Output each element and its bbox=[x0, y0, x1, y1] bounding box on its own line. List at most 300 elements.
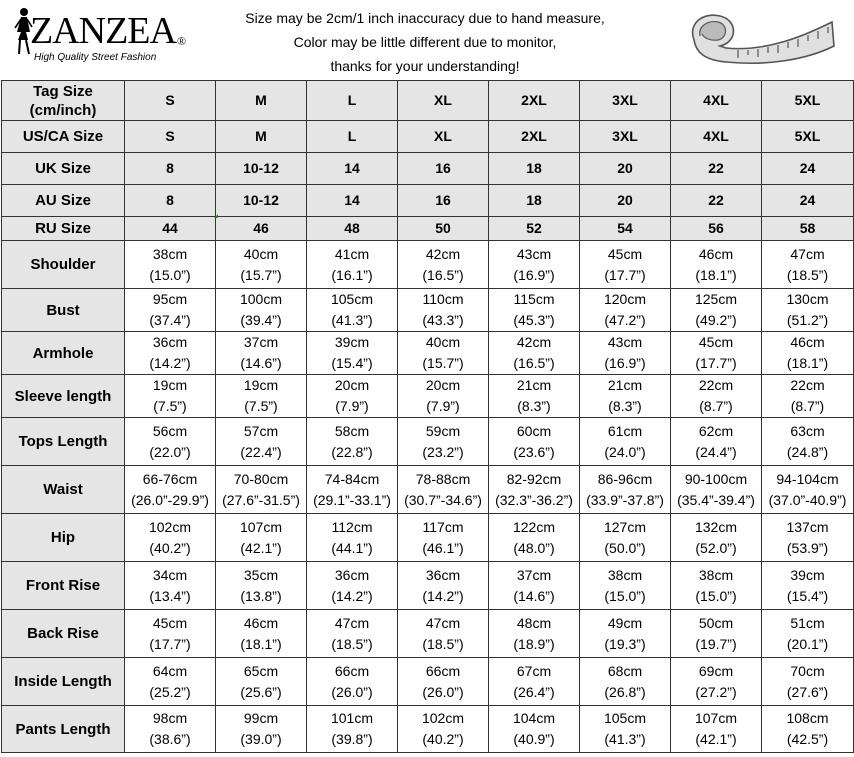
measure-cell bbox=[398, 658, 489, 706]
measure-inch: (24.8”) bbox=[786, 443, 829, 460]
measure-label: Hip bbox=[2, 514, 125, 562]
measure-inch: (18.1”) bbox=[786, 355, 829, 371]
measure-row bbox=[2, 514, 854, 562]
measure-inch: (26.4”) bbox=[513, 683, 555, 700]
measure-inch: (26.0”) bbox=[331, 683, 373, 700]
measure-cell bbox=[762, 562, 854, 610]
measure-cm: 40cm bbox=[425, 334, 461, 350]
measure-cm: 117cm bbox=[422, 518, 464, 535]
size-cell: 3XL bbox=[580, 81, 671, 121]
measure-inch: (18.5”) bbox=[786, 266, 829, 283]
measure-inch: (37.0”-40.9”) bbox=[768, 491, 847, 508]
size-cell: 52 bbox=[489, 217, 580, 241]
measure-cell bbox=[580, 375, 671, 418]
measure-cell bbox=[762, 375, 854, 418]
measure-cell bbox=[671, 289, 762, 332]
measure-cell bbox=[216, 658, 307, 706]
measure-cell bbox=[489, 466, 580, 514]
size-cell: 8 bbox=[125, 153, 216, 185]
measure-cm: 107cm bbox=[239, 518, 283, 535]
measure-inch: (14.6”) bbox=[240, 355, 282, 371]
measure-inch: (40.9”) bbox=[513, 731, 555, 747]
measure-cm: 137cm bbox=[786, 518, 829, 535]
size-cell: 14 bbox=[307, 153, 398, 185]
measure-cm: 105cm bbox=[603, 710, 647, 726]
measure-inch: (7.9”) bbox=[426, 398, 460, 414]
measure-label: Pants Length bbox=[2, 706, 125, 753]
size-cell: L bbox=[307, 81, 398, 121]
measure-cell bbox=[671, 610, 762, 658]
measure-inch: (13.4”) bbox=[149, 587, 191, 604]
measure-inch: (27.2”) bbox=[695, 683, 737, 700]
measure-cell bbox=[398, 706, 489, 753]
size-cell: 22 bbox=[671, 153, 762, 185]
measure-cm: 40cm bbox=[243, 245, 279, 262]
measure-inch: (26.0”-29.9”) bbox=[131, 491, 209, 508]
measure-inch: (32.3”-36.2”) bbox=[495, 491, 573, 508]
measure-cm: 47cm bbox=[334, 614, 370, 631]
measure-cm: 130cm bbox=[786, 291, 829, 307]
size-cell: 18 bbox=[489, 153, 580, 185]
measure-cell bbox=[580, 332, 671, 375]
measure-row bbox=[2, 241, 854, 289]
measure-inch: (42.1”) bbox=[240, 539, 282, 556]
measure-inch: (18.1”) bbox=[695, 266, 737, 283]
measure-cm: 58cm bbox=[334, 422, 370, 439]
measure-cell bbox=[216, 241, 307, 289]
size-row bbox=[2, 185, 854, 217]
size-cell: M bbox=[216, 121, 307, 153]
measure-inch: (8.3”) bbox=[517, 398, 551, 414]
measure-label: Back Rise bbox=[2, 610, 125, 658]
measure-cell bbox=[307, 658, 398, 706]
measure-cm: 59cm bbox=[425, 422, 461, 439]
measure-cell bbox=[580, 562, 671, 610]
size-cell: 58 bbox=[762, 217, 854, 241]
size-row bbox=[2, 153, 854, 185]
row-label: UK Size bbox=[2, 153, 125, 185]
measure-inch: (7.5”) bbox=[153, 398, 187, 414]
size-cell: XL bbox=[398, 81, 489, 121]
measure-label: Tops Length bbox=[2, 418, 125, 466]
measure-inch: (23.6”) bbox=[513, 443, 555, 460]
measure-inch: (15.7”) bbox=[240, 266, 282, 283]
measure-cell bbox=[580, 241, 671, 289]
size-cell: 56 bbox=[671, 217, 762, 241]
measure-inch: (50.0”) bbox=[604, 539, 646, 556]
measure-cell bbox=[489, 289, 580, 332]
measure-cell bbox=[580, 658, 671, 706]
row-label bbox=[2, 81, 125, 121]
measure-cell bbox=[125, 658, 216, 706]
measure-cm: 110cm bbox=[422, 291, 464, 307]
measure-inch: (15.4”) bbox=[786, 587, 829, 604]
size-cell: 18 bbox=[489, 185, 580, 217]
measure-inch: (15.0”) bbox=[695, 587, 737, 604]
measure-cm: 86-96cm bbox=[597, 470, 653, 487]
measuring-tape-icon bbox=[686, 6, 836, 68]
measure-cell bbox=[489, 332, 580, 375]
measure-cm: 46cm bbox=[243, 614, 279, 631]
measure-cm: 122cm bbox=[512, 518, 556, 535]
measure-cell bbox=[762, 514, 854, 562]
measure-inch: (53.9”) bbox=[786, 539, 829, 556]
measure-inch: (18.5”) bbox=[422, 635, 464, 652]
measure-inch: (18.9”) bbox=[513, 635, 555, 652]
measure-cell bbox=[762, 466, 854, 514]
measure-cm: 22cm bbox=[790, 377, 825, 393]
measure-row bbox=[2, 610, 854, 658]
measure-cell bbox=[398, 418, 489, 466]
row-label-line: (cm/inch) bbox=[29, 101, 97, 119]
measure-cell bbox=[307, 241, 398, 289]
measure-inch: (39.0”) bbox=[240, 731, 282, 747]
measure-cm: 19cm bbox=[152, 377, 188, 393]
measure-cell bbox=[216, 332, 307, 375]
measure-cell bbox=[216, 514, 307, 562]
measure-cell bbox=[762, 289, 854, 332]
measure-cm: 60cm bbox=[516, 422, 552, 439]
notice-line: thanks for your understanding! bbox=[330, 58, 520, 74]
size-cell: 10-12 bbox=[216, 185, 307, 217]
measure-inch: (42.1”) bbox=[695, 731, 737, 747]
measure-cm: 34cm bbox=[152, 566, 188, 583]
measure-cell bbox=[580, 418, 671, 466]
measure-cell bbox=[762, 610, 854, 658]
measure-cm: 104cm bbox=[512, 710, 556, 726]
size-cell: 8 bbox=[125, 185, 216, 217]
measure-cm: 67cm bbox=[516, 662, 552, 679]
row-label-line: Tag Size bbox=[33, 82, 93, 100]
row-label: AU Size bbox=[2, 185, 125, 217]
measure-cm: 78-88cm bbox=[415, 470, 471, 487]
measure-cm: 70cm bbox=[790, 662, 825, 679]
measure-inch: (25.2”) bbox=[149, 683, 191, 700]
measure-cell bbox=[671, 241, 762, 289]
measure-cm: 94-104cm bbox=[776, 470, 839, 487]
measure-inch: (26.0”) bbox=[422, 683, 464, 700]
measure-cm: 38cm bbox=[607, 566, 643, 583]
size-cell: 54 bbox=[580, 217, 671, 241]
measure-cell bbox=[307, 466, 398, 514]
measure-cm: 100cm bbox=[239, 291, 283, 307]
measure-cell bbox=[580, 289, 671, 332]
measure-inch: (41.3”) bbox=[604, 731, 646, 747]
measure-row bbox=[2, 706, 854, 753]
measure-cm: 46cm bbox=[790, 334, 825, 350]
measure-cm: 69cm bbox=[698, 662, 734, 679]
measure-cm: 42cm bbox=[516, 334, 552, 350]
measure-cell bbox=[398, 466, 489, 514]
measure-cell bbox=[489, 610, 580, 658]
measure-inch: (15.0”) bbox=[149, 266, 191, 283]
measure-cell bbox=[125, 514, 216, 562]
measure-cell bbox=[489, 375, 580, 418]
measure-inch: (18.1”) bbox=[240, 635, 282, 652]
measure-cm: 20cm bbox=[334, 377, 370, 393]
measure-cm: 102cm bbox=[148, 518, 192, 535]
measure-cm: 56cm bbox=[152, 422, 188, 439]
measure-cell bbox=[489, 562, 580, 610]
measure-cell bbox=[216, 375, 307, 418]
measure-cell bbox=[216, 706, 307, 753]
measure-inch: (51.2”) bbox=[786, 312, 829, 328]
measure-label: Shoulder bbox=[2, 241, 125, 289]
measure-cm: 47cm bbox=[790, 245, 825, 262]
measure-cm: 45cm bbox=[607, 245, 643, 262]
measure-inch: (22.8”) bbox=[331, 443, 373, 460]
size-cell: XL bbox=[398, 121, 489, 153]
measure-cm: 46cm bbox=[698, 245, 734, 262]
measure-cell bbox=[671, 466, 762, 514]
measure-cell bbox=[398, 514, 489, 562]
measure-cell bbox=[307, 375, 398, 418]
size-cell: 5XL bbox=[762, 121, 854, 153]
measure-cm: 20cm bbox=[425, 377, 461, 393]
measure-cell bbox=[307, 289, 398, 332]
measure-cell bbox=[216, 562, 307, 610]
measure-inch: (17.7”) bbox=[695, 355, 737, 371]
size-chart-table bbox=[1, 80, 854, 753]
measure-cm: 42cm bbox=[425, 245, 461, 262]
measure-cm: 37cm bbox=[243, 334, 279, 350]
measure-cell bbox=[307, 514, 398, 562]
measure-inch: (42.5”) bbox=[786, 731, 829, 747]
measure-cm: 82-92cm bbox=[506, 470, 562, 487]
measure-inch: (24.4”) bbox=[695, 443, 737, 460]
measure-cm: 19cm bbox=[243, 377, 279, 393]
measure-inch: (44.1”) bbox=[331, 539, 373, 556]
measure-cell bbox=[216, 610, 307, 658]
size-row bbox=[2, 121, 854, 153]
measure-cm: 70-80cm bbox=[233, 470, 289, 487]
measure-inch: (48.0”) bbox=[513, 539, 555, 556]
size-row bbox=[2, 81, 854, 121]
measure-inch: (22.4”) bbox=[240, 443, 282, 460]
measure-cell bbox=[398, 375, 489, 418]
size-cell: 48 bbox=[307, 217, 398, 241]
size-cell: 16 bbox=[398, 153, 489, 185]
measure-cell bbox=[762, 418, 854, 466]
measure-inch: (7.5”) bbox=[244, 398, 278, 414]
measure-cm: 105cm bbox=[330, 291, 374, 307]
measure-cell bbox=[489, 241, 580, 289]
brand-name: ZANZEA® bbox=[30, 10, 186, 52]
measure-cell bbox=[307, 706, 398, 753]
measure-cell bbox=[307, 610, 398, 658]
size-cell: S bbox=[125, 81, 216, 121]
notice-line: Size may be 2cm/1 inch inaccuracy due to hand measure, bbox=[245, 10, 605, 26]
measure-inch: (24.0”) bbox=[604, 443, 646, 460]
measure-inch: (47.2”) bbox=[604, 312, 646, 328]
size-cell: 20 bbox=[580, 153, 671, 185]
size-cell: M bbox=[216, 81, 307, 121]
measure-row bbox=[2, 289, 854, 332]
measure-cm: 66cm bbox=[334, 662, 370, 679]
row-label: RU Size bbox=[2, 217, 125, 241]
measure-inch: (20.1”) bbox=[786, 635, 829, 652]
measure-cell bbox=[671, 658, 762, 706]
measure-cm: 39cm bbox=[790, 566, 825, 583]
size-cell: 24 bbox=[762, 185, 854, 217]
measure-cell bbox=[125, 332, 216, 375]
measure-inch: (16.5”) bbox=[422, 266, 464, 283]
measure-cell bbox=[125, 706, 216, 753]
size-cell: 2XL bbox=[489, 121, 580, 153]
measure-inch: (14.6”) bbox=[513, 587, 555, 604]
size-cell: 5XL bbox=[762, 81, 854, 121]
measure-cell bbox=[671, 375, 762, 418]
measure-cell bbox=[762, 706, 854, 753]
measure-cm: 66-76cm bbox=[142, 470, 198, 487]
measure-label: Inside Length bbox=[2, 658, 125, 706]
measure-inch: (35.4”-39.4”) bbox=[677, 491, 755, 508]
notice-line: Color may be little different due to monitor, bbox=[293, 34, 557, 50]
measure-cell bbox=[489, 514, 580, 562]
measure-inch: (29.1”-33.1”) bbox=[313, 491, 391, 508]
measure-cm: 50cm bbox=[698, 614, 734, 631]
size-cell: 3XL bbox=[580, 121, 671, 153]
measure-row bbox=[2, 332, 854, 375]
measure-inch: (40.2”) bbox=[149, 539, 191, 556]
measure-inch: (16.1”) bbox=[331, 266, 373, 283]
measure-inch: (46.1”) bbox=[422, 539, 464, 556]
measure-cm: 63cm bbox=[790, 422, 825, 439]
measure-cm: 112cm bbox=[331, 518, 373, 535]
measure-inch: (8.7”) bbox=[699, 398, 733, 414]
measure-inch: (27.6”) bbox=[786, 683, 829, 700]
measure-cell bbox=[671, 562, 762, 610]
measure-row bbox=[2, 562, 854, 610]
measure-cm: 99cm bbox=[243, 710, 279, 726]
size-cell: 16 bbox=[398, 185, 489, 217]
measure-row bbox=[2, 658, 854, 706]
measure-row bbox=[2, 466, 854, 514]
size-cell: S bbox=[125, 121, 216, 153]
measure-cm: 61cm bbox=[607, 422, 643, 439]
measure-inch: (26.8”) bbox=[604, 683, 646, 700]
size-cell: 2XL bbox=[489, 81, 580, 121]
measure-cm: 37cm bbox=[516, 566, 552, 583]
size-cell: 4XL bbox=[671, 121, 762, 153]
measure-cm: 43cm bbox=[516, 245, 552, 262]
measure-cm: 66cm bbox=[425, 662, 461, 679]
measure-cm: 64cm bbox=[152, 662, 188, 679]
measure-inch: (15.4”) bbox=[331, 355, 373, 371]
measure-cm: 41cm bbox=[334, 245, 370, 262]
measure-inch: (39.8”) bbox=[331, 731, 373, 747]
measure-inch: (45.3”) bbox=[513, 312, 555, 328]
measure-cm: 36cm bbox=[425, 566, 461, 583]
measure-cell bbox=[398, 562, 489, 610]
measure-inch: (38.6”) bbox=[149, 731, 191, 747]
measure-cell bbox=[125, 289, 216, 332]
size-cell: 20 bbox=[580, 185, 671, 217]
measure-cell bbox=[307, 562, 398, 610]
measure-label: Waist bbox=[2, 466, 125, 514]
measure-cell bbox=[398, 241, 489, 289]
measure-cell bbox=[489, 706, 580, 753]
size-cell: 50 bbox=[398, 217, 489, 241]
measure-cm: 48cm bbox=[516, 614, 552, 631]
measure-cm: 21cm bbox=[607, 377, 643, 393]
measure-inch: (15.7”) bbox=[422, 355, 464, 371]
measure-inch: (33.9”-37.8”) bbox=[586, 491, 664, 508]
size-cell: 24 bbox=[762, 153, 854, 185]
size-cell: 4XL bbox=[671, 81, 762, 121]
measure-inch: (13.8”) bbox=[240, 587, 282, 604]
measure-inch: (16.9”) bbox=[604, 355, 646, 371]
measure-cm: 51cm bbox=[790, 614, 825, 631]
measure-inch: (40.2”) bbox=[422, 731, 464, 747]
measure-cm: 107cm bbox=[694, 710, 738, 726]
measure-inch: (52.0”) bbox=[695, 539, 737, 556]
measure-inch: (15.0”) bbox=[604, 587, 646, 604]
measure-cell bbox=[671, 332, 762, 375]
measure-inch: (23.2”) bbox=[422, 443, 464, 460]
measure-cm: 108cm bbox=[786, 710, 829, 726]
measure-inch: (7.9”) bbox=[335, 398, 369, 414]
measure-inch: (14.2”) bbox=[422, 587, 464, 604]
measure-cell bbox=[671, 514, 762, 562]
measure-inch: (19.7”) bbox=[695, 635, 737, 652]
measure-cm: 22cm bbox=[698, 377, 734, 393]
size-cell: 46 bbox=[216, 217, 307, 241]
measure-inch: (16.9”) bbox=[513, 266, 555, 283]
measure-cm: 35cm bbox=[243, 566, 279, 583]
measure-cell bbox=[398, 610, 489, 658]
measure-inch: (43.3”) bbox=[422, 312, 464, 328]
measure-cm: 132cm bbox=[694, 518, 738, 535]
measure-cell bbox=[307, 418, 398, 466]
size-cell: 10-12 bbox=[216, 153, 307, 185]
brand-tagline: High Quality Street Fashion bbox=[34, 52, 157, 63]
measure-cell bbox=[398, 289, 489, 332]
measure-cell bbox=[125, 610, 216, 658]
measure-cm: 43cm bbox=[607, 334, 643, 350]
measure-inch: (41.3”) bbox=[331, 312, 373, 328]
measure-cm: 95cm bbox=[152, 291, 188, 307]
size-notice bbox=[200, 6, 650, 78]
size-cell: 14 bbox=[307, 185, 398, 217]
brand-logo bbox=[4, 6, 186, 70]
measure-inch: (17.7”) bbox=[604, 266, 646, 283]
measure-inch: (14.2”) bbox=[149, 355, 191, 371]
measure-row bbox=[2, 375, 854, 418]
measure-cell bbox=[307, 332, 398, 375]
measure-cell bbox=[489, 418, 580, 466]
measure-label: Sleeve length bbox=[2, 375, 125, 418]
measure-inch: (8.3”) bbox=[608, 398, 642, 414]
measure-cell bbox=[580, 610, 671, 658]
measure-cell bbox=[671, 418, 762, 466]
measure-cell bbox=[398, 332, 489, 375]
measure-cm: 49cm bbox=[607, 614, 643, 631]
measure-cm: 120cm bbox=[603, 291, 647, 307]
measure-inch: (49.2”) bbox=[695, 312, 737, 328]
measure-cm: 39cm bbox=[334, 334, 370, 350]
measure-cm: 36cm bbox=[334, 566, 370, 583]
measure-label: Front Rise bbox=[2, 562, 125, 610]
measure-cell bbox=[762, 332, 854, 375]
measure-row bbox=[2, 418, 854, 466]
measure-inch: (14.2”) bbox=[331, 587, 373, 604]
measure-cm: 45cm bbox=[152, 614, 188, 631]
measure-cm: 65cm bbox=[243, 662, 279, 679]
measure-cell bbox=[125, 466, 216, 514]
measure-cm: 90-100cm bbox=[684, 470, 748, 487]
measure-cm: 38cm bbox=[152, 245, 188, 262]
